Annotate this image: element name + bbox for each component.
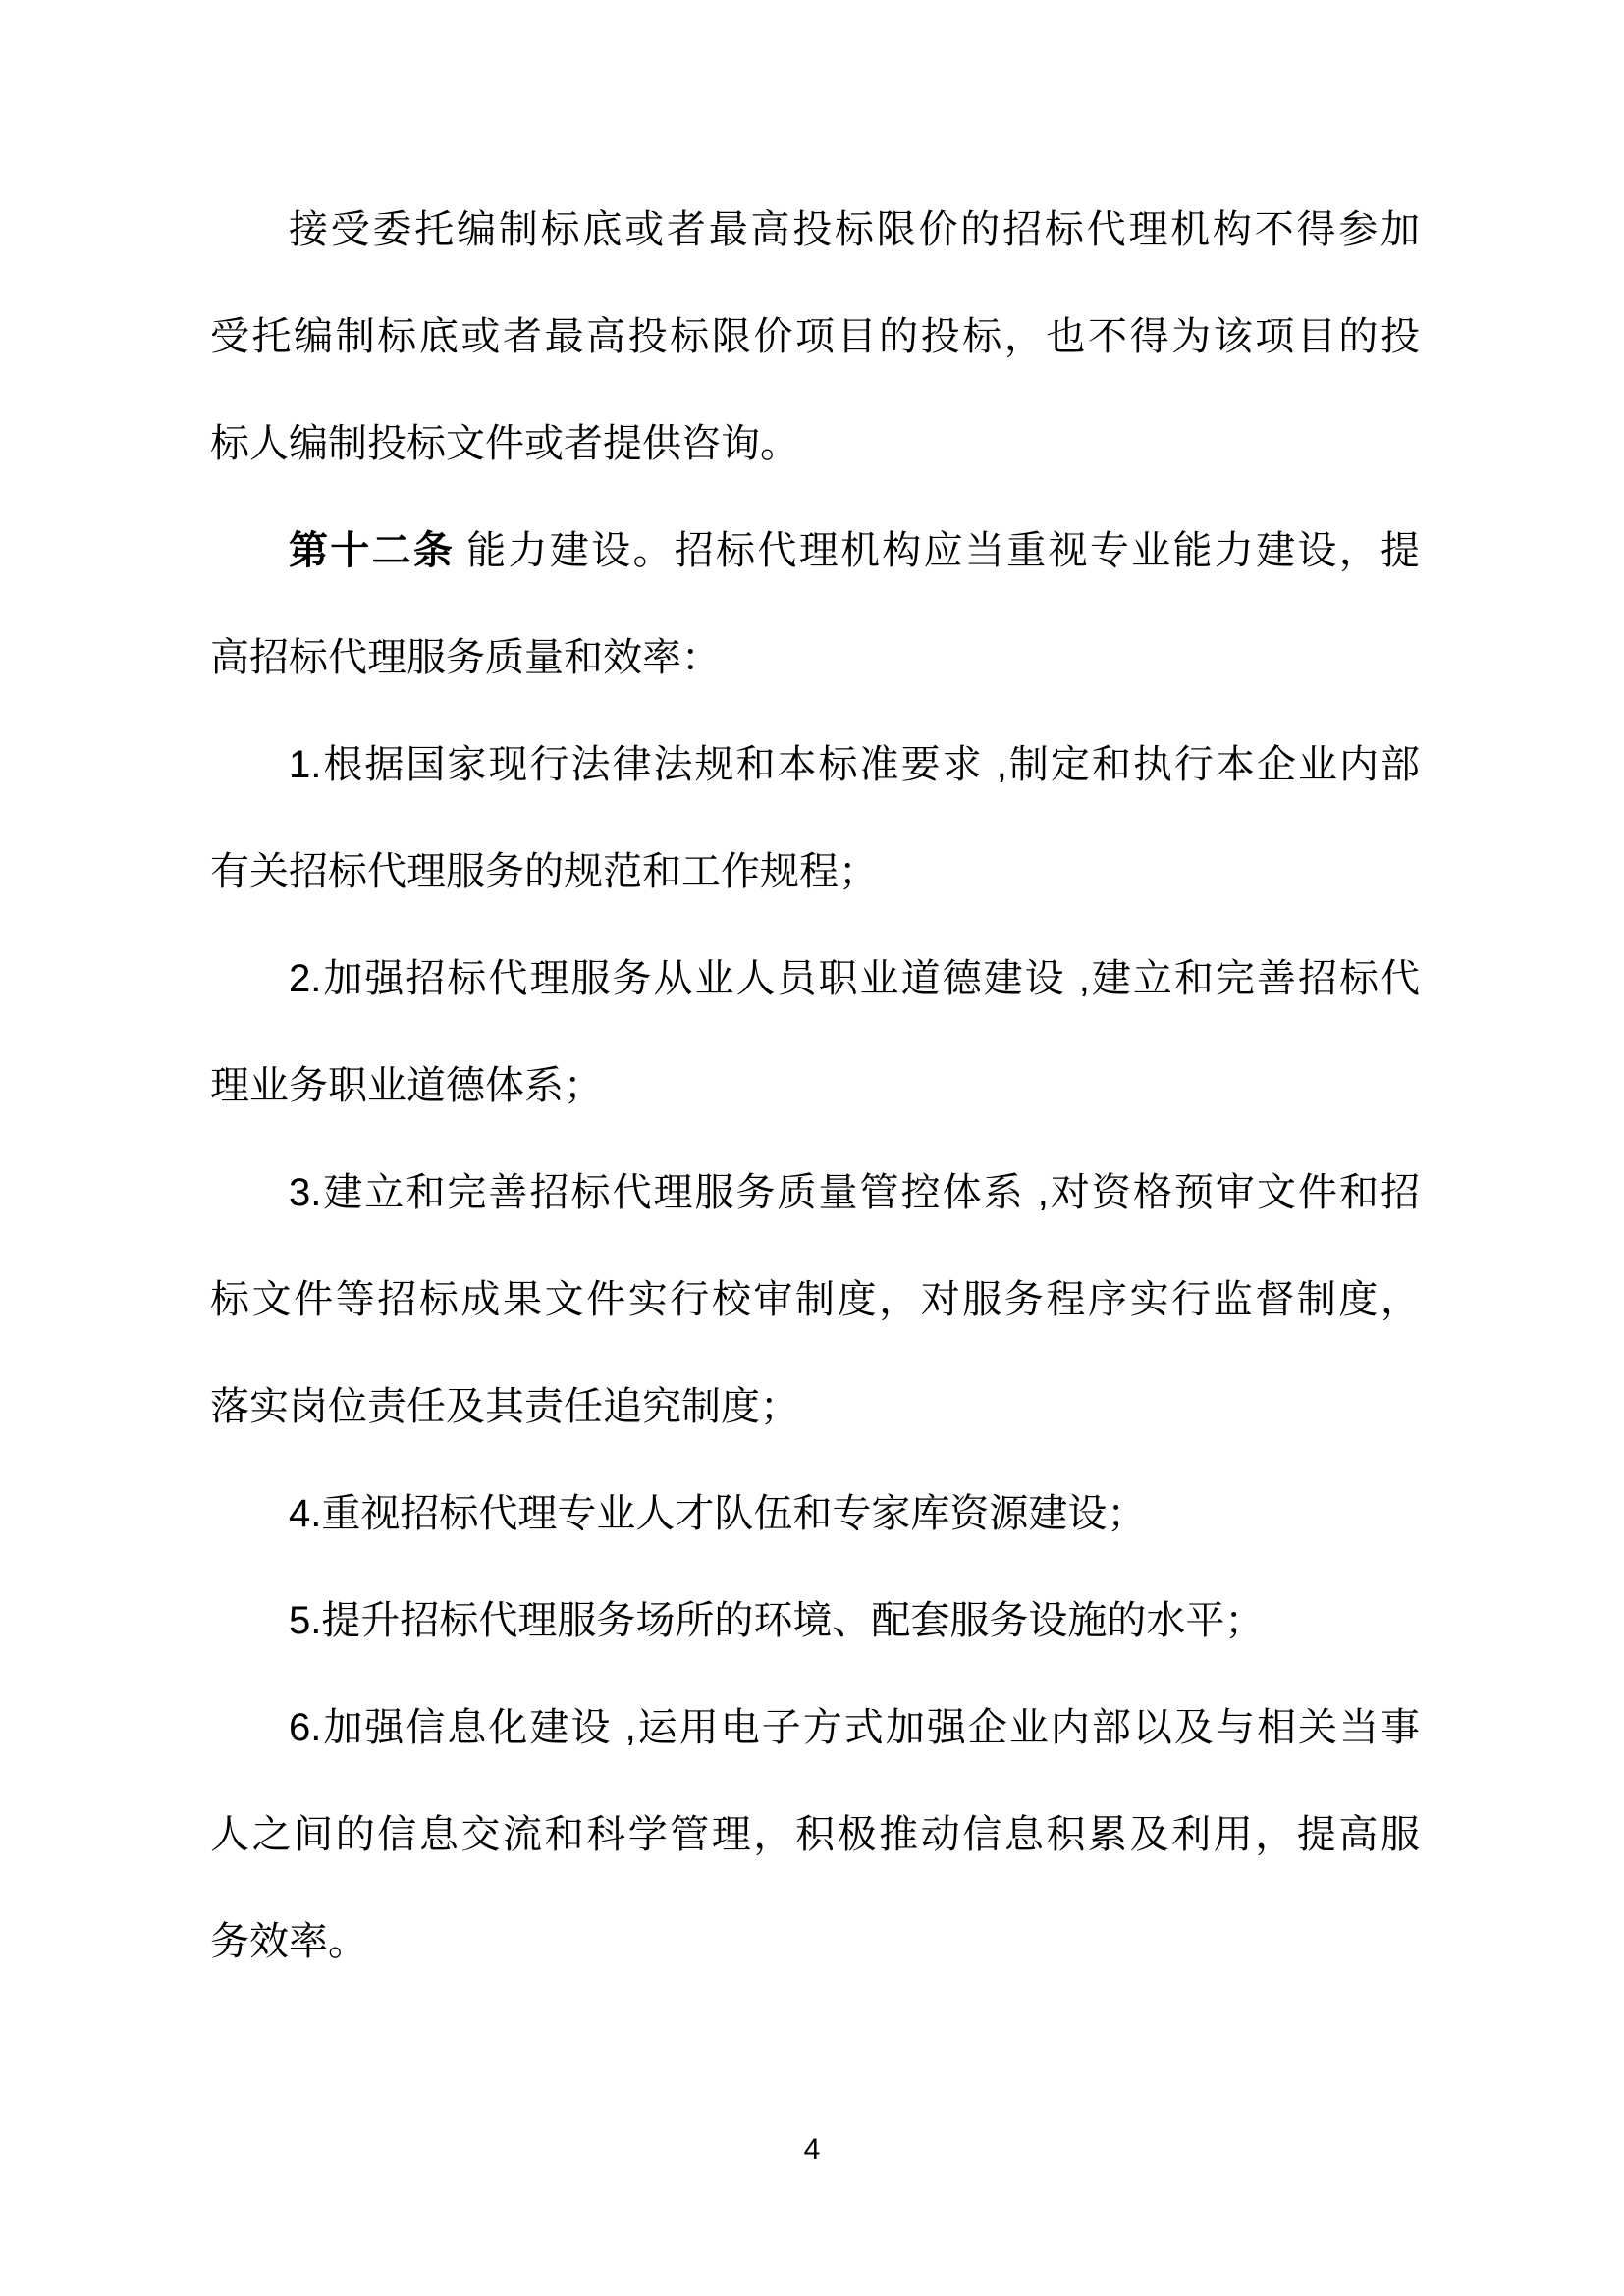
paragraph-line: 2.加强招标代理服务从业人员职业道德建设 ,建立和完善招标代	[289, 957, 1420, 1000]
paragraph-line: 理业务职业道德体系；	[210, 1064, 603, 1107]
paragraph-line: 标文件等招标成果文件实行校审制度，对服务程序实行监督制度，	[210, 1278, 1420, 1321]
paragraph-line: 4.重视招标代理专业人才队伍和专家库资源建设；	[289, 1492, 1147, 1535]
paragraph-line: 有关招标代理服务的规范和工作规程；	[210, 850, 878, 893]
paragraph-text: 能力建设。招标代理机构应当重视专业能力建设，提	[466, 529, 1421, 572]
article-number: 第十二条	[289, 529, 456, 572]
page-number: 4	[803, 2133, 821, 2165]
paragraph-line: 高招标代理服务质量和效率：	[210, 636, 721, 679]
paragraph-line: 6.加强信息化建设 ,运用电子方式加强企业内部以及与相关当事	[289, 1706, 1420, 1749]
document-body	[210, 177, 1420, 1996]
paragraph-line: 务效率。	[210, 1920, 367, 1963]
paragraph-line: 标人编制投标文件或者提供咨询。	[210, 422, 799, 465]
paragraph-line: 接受委托编制标底或者最高投标限价的招标代理机构不得参加	[289, 208, 1420, 251]
paragraph-line: 落实岗位责任及其责任追究制度；	[210, 1385, 799, 1428]
paragraph-line: 1.根据国家现行法律法规和本标准要求 ,制定和执行本企业内部	[289, 743, 1420, 786]
paragraph-line: 3.建立和完善招标代理服务质量管控体系 ,对资格预审文件和招	[289, 1171, 1420, 1214]
paragraph-line: 人之间的信息交流和科学管理，积极推动信息积累及利用，提高服	[210, 1813, 1420, 1856]
paragraph-line: 受托编制标底或者最高投标限价项目的投标，也不得为该项目的投	[210, 315, 1420, 358]
paragraph-line	[210, 498, 1420, 605]
paragraph-line: 5.提升招标代理服务场所的环境、配套服务设施的水平；	[289, 1599, 1265, 1642]
